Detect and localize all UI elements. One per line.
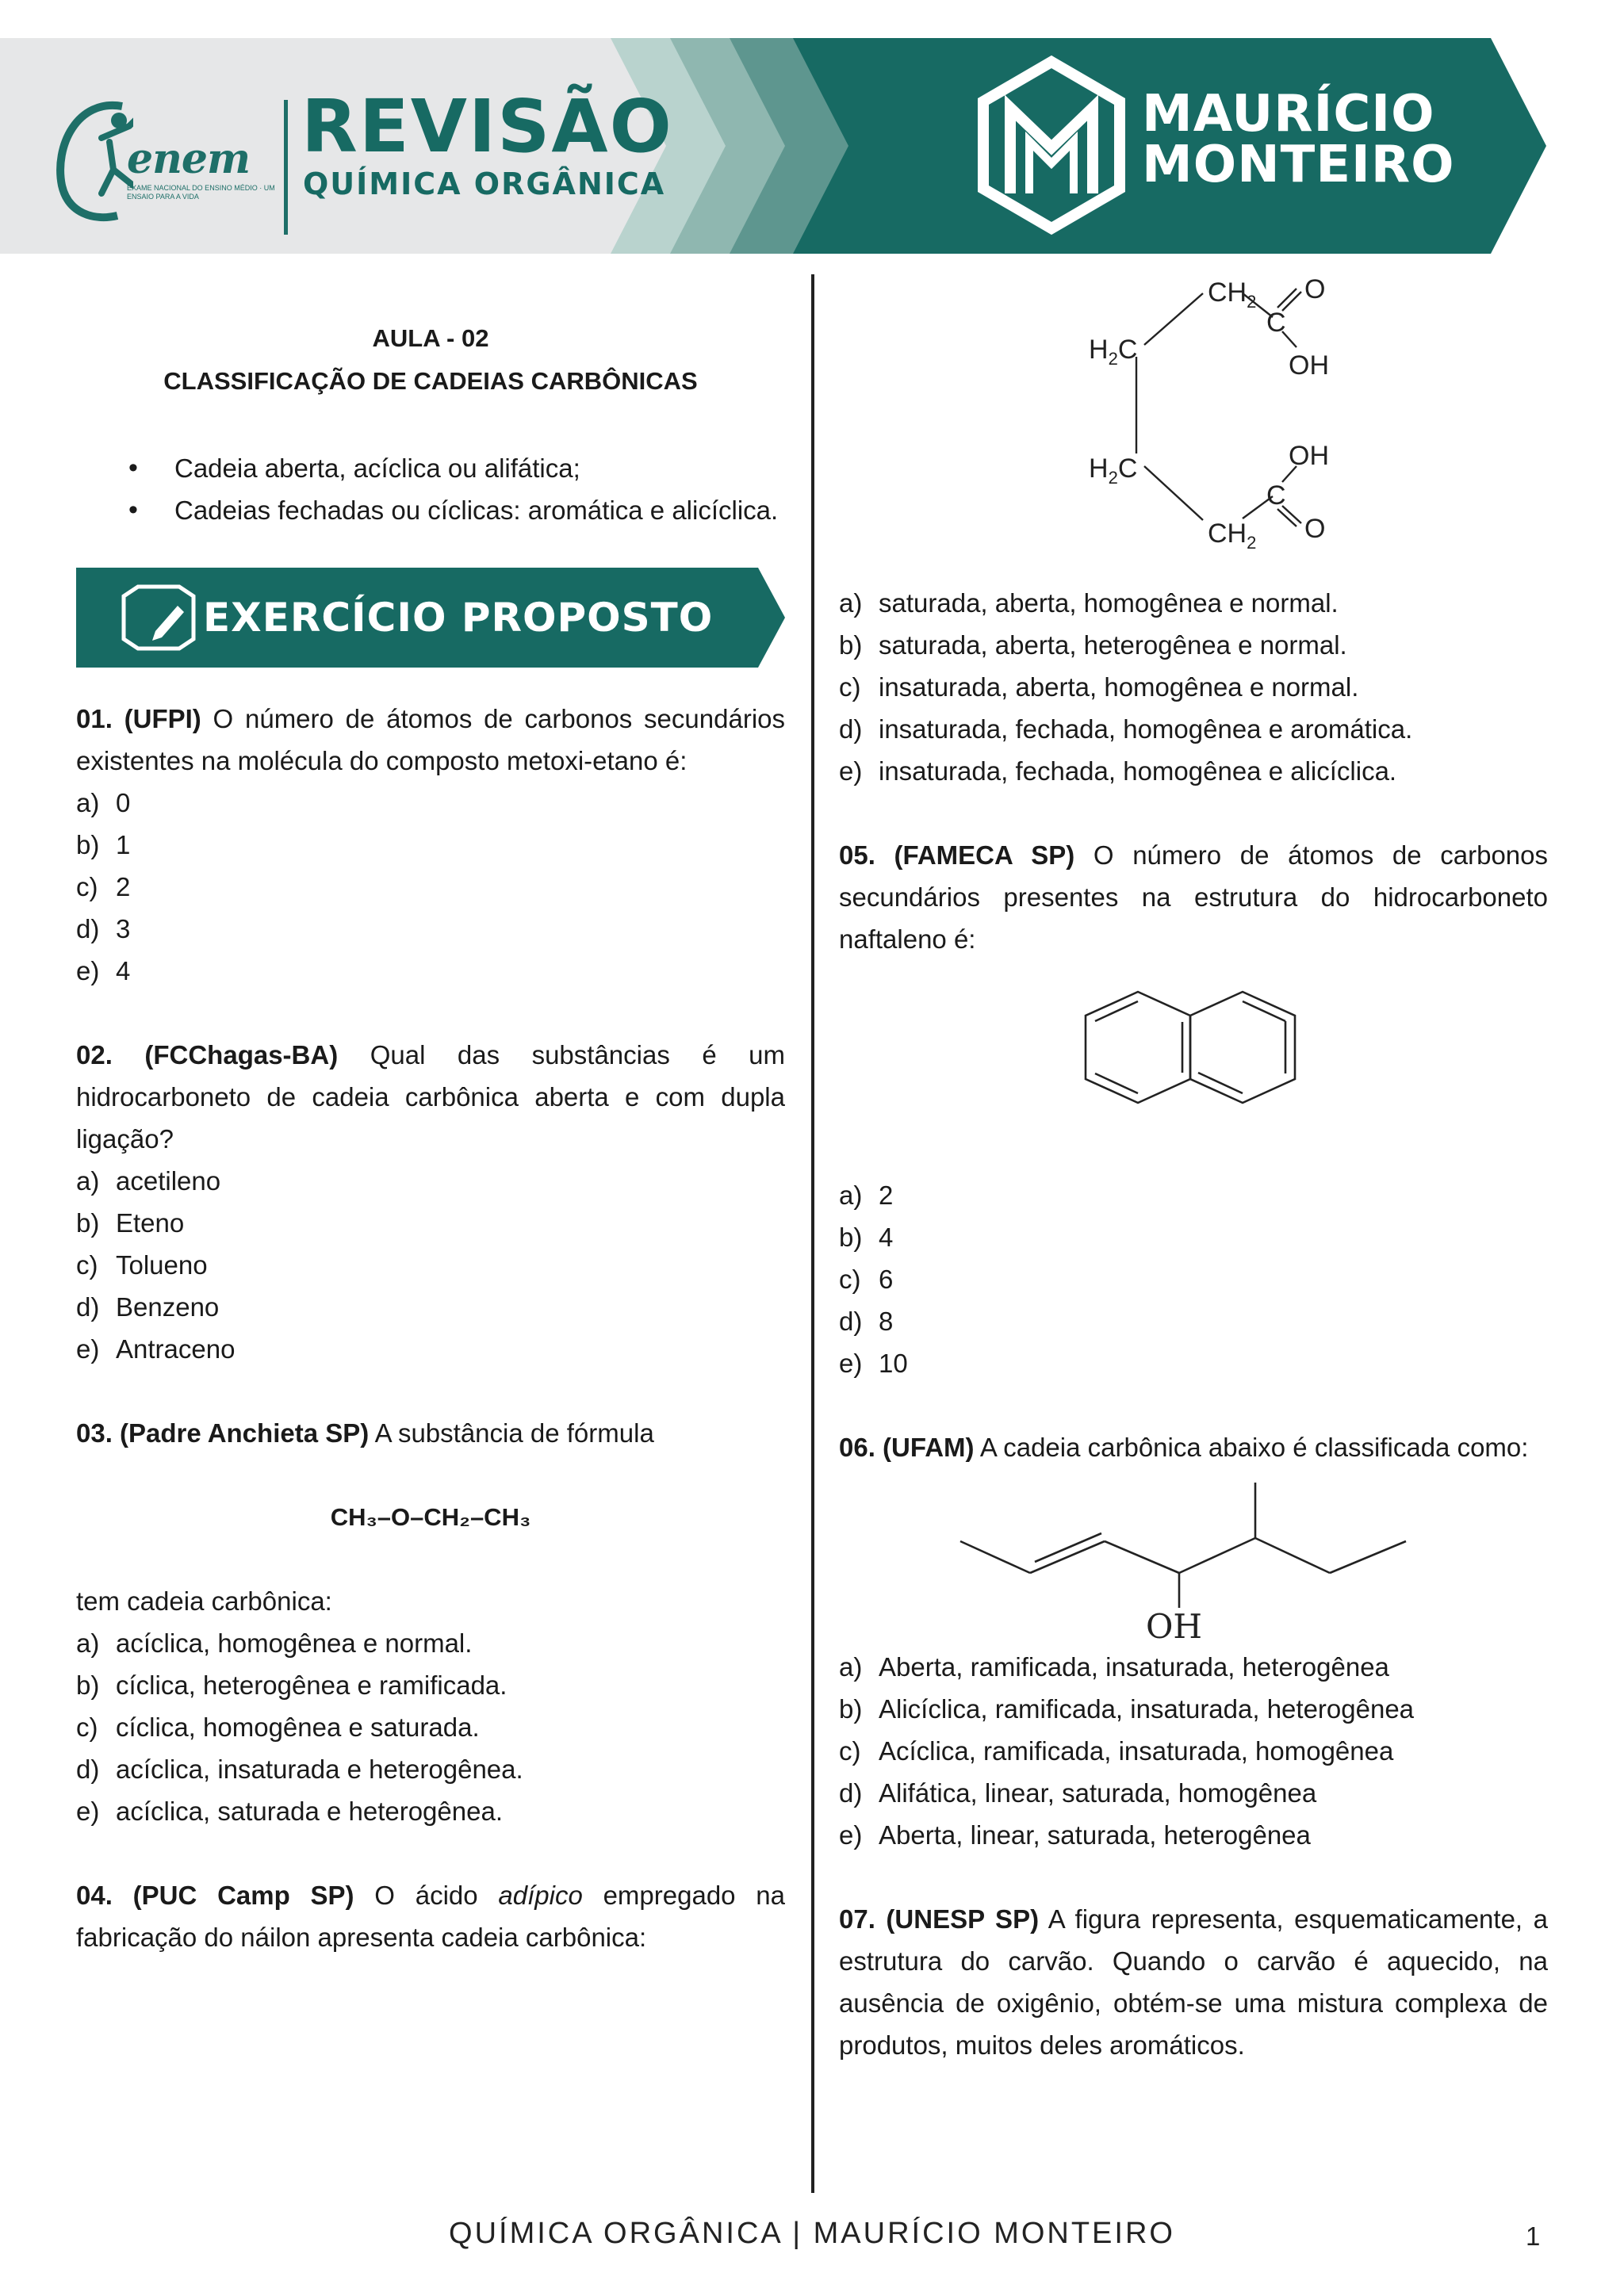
topic-item: • Cadeia aberta, acíclica ou alifática; xyxy=(174,447,785,489)
option-item: e) Antraceno xyxy=(76,1334,236,1364)
option-item: a) acíclica, homogênea e normal. xyxy=(76,1628,473,1658)
hydroxyl-label: OH xyxy=(1146,1607,1203,1646)
right-column xyxy=(839,270,1548,2066)
question-source: (UFPI) xyxy=(124,704,201,733)
option-item: a) Aberta, ramificada, insaturada, heterogênea xyxy=(839,1652,1389,1682)
author-name-line1: MAURÍCIO xyxy=(1142,85,1435,144)
question-source: (FCChagas-BA) xyxy=(144,1040,339,1070)
lesson-number: AULA - 02 xyxy=(372,324,489,352)
left-column xyxy=(76,270,785,1958)
author-name-line2: MONTEIRO xyxy=(1142,136,1455,194)
question-06 xyxy=(839,1426,1548,1468)
enem-tagline: EXAME NACIONAL DO ENSINO MÉDIO · UM ENSAIO PARA A VIDA xyxy=(127,184,275,201)
option-item: d) acíclica, insaturada e heterogênea. xyxy=(76,1755,523,1784)
chem-label: CH xyxy=(1208,277,1247,308)
option-item: b) Alicíclica, ramificada, insaturada, heterogênea xyxy=(839,1694,1415,1724)
question-02-options xyxy=(76,1160,785,1370)
question-text-italic: adípico xyxy=(498,1881,583,1910)
question-03 xyxy=(76,1412,785,1454)
question-text: A cadeia carbônica abaixo é classificada como: xyxy=(974,1433,1529,1462)
chem-label: C xyxy=(1266,480,1286,511)
question-05-options xyxy=(839,1174,1548,1384)
question-source: (FAMECA SP) xyxy=(894,840,1075,870)
question-03-options xyxy=(76,1622,785,1832)
question-06-options xyxy=(839,1646,1548,1856)
option-item: a) acetileno xyxy=(76,1166,221,1196)
question-text: Qual das substâncias é um hidrocarboneto de cadeia carbônica aberta e com dupla ligação? xyxy=(76,1040,786,1154)
option-item: b) Eteno xyxy=(76,1208,185,1238)
question-text: A substância de fórmula xyxy=(369,1418,654,1448)
chem-label: C xyxy=(1266,308,1286,338)
chem-label: OH xyxy=(1289,441,1329,471)
question-source: (PUC Camp SP) xyxy=(132,1881,354,1910)
option-item: b) 4 xyxy=(839,1223,894,1252)
question-number: 01. xyxy=(76,704,113,733)
question-07 xyxy=(839,1898,1548,2066)
option-item: a) 0 xyxy=(76,788,131,817)
question-number: 04. xyxy=(76,1881,113,1910)
option-item: e) 10 xyxy=(839,1349,908,1378)
question-text: O número de átomos de carbonos secundários presentes na estrutura do hidrocarboneto naftaleno é: xyxy=(839,840,1549,954)
page-footer: QUÍMICA ORGÂNICA | MAURÍCIO MONTEIRO xyxy=(449,2217,1175,2250)
option-item: e) acíclica, saturada e heterogênea. xyxy=(76,1797,503,1826)
question-text: O número de átomos de carbonos secundários existentes na molécula do composto metoxi-etano é: xyxy=(76,704,785,775)
mm-hexagon-logo-icon xyxy=(972,52,1131,239)
naphthalene-structure xyxy=(1074,976,1312,1142)
header-subtitle: QUÍMICA ORGÂNICA xyxy=(303,166,666,201)
chem-label: O xyxy=(1304,274,1326,304)
question-01-options xyxy=(76,782,785,992)
option-item: c) 2 xyxy=(76,872,131,901)
question-number: 07. xyxy=(839,1904,875,1934)
question-text: empregado na fabricação do náilon apresenta cadeia carbônica: xyxy=(76,1881,785,1952)
topic-item: • Cadeias fechadas ou cíclicas: aromática e alicíclica. xyxy=(174,489,785,531)
adipic-acid-structure xyxy=(1027,270,1360,563)
column-divider xyxy=(811,274,814,2193)
author-name xyxy=(1142,85,1455,194)
question-02 xyxy=(76,1034,785,1160)
option-item: e) Aberta, linear, saturada, heterogênea xyxy=(839,1820,1311,1850)
option-item: a) saturada, aberta, homogênea e normal. xyxy=(839,588,1339,618)
question-number: 02. xyxy=(76,1040,113,1070)
option-item: e) insaturada, fechada, homogênea e alicíclica. xyxy=(839,756,1397,786)
topic-list xyxy=(76,447,785,531)
question-number: 05. xyxy=(839,840,875,870)
lesson-title: CLASSIFICAÇÃO DE CADEIAS CARBÔNICAS xyxy=(163,367,698,395)
page-number: 1 xyxy=(1526,2221,1541,2251)
question-source: (UFAM) xyxy=(883,1433,975,1462)
exercise-banner-label: EXERCÍCIO PROPOSTO xyxy=(203,595,714,641)
option-item: a) 2 xyxy=(839,1181,894,1210)
option-item: b) cíclica, heterogênea e ramificada. xyxy=(76,1670,508,1700)
option-item: d) 8 xyxy=(839,1307,894,1336)
question-number: 03. xyxy=(76,1418,113,1448)
option-item: c) Acíclica, ramificada, insaturada, homogênea xyxy=(839,1736,1394,1766)
option-item: d) 3 xyxy=(76,914,131,943)
option-item: c) 6 xyxy=(839,1265,894,1294)
question-source: (Padre Anchieta SP) xyxy=(120,1418,370,1448)
chemical-formula: CH₃–O–CH₂–CH₃ xyxy=(330,1503,531,1531)
svg-text:CH2: $CH_2$ xyxy=(1208,519,1257,553)
header-title: REVISÃO xyxy=(301,84,673,169)
option-item: e) 4 xyxy=(76,956,131,985)
question-text: A figura representa, esquematicamente, a estrutura do carvão. Quando o carvão é aquecido, na ausência de oxigênio, obtém-se uma mistura complexa de produtos, muitos deles aromáticos. xyxy=(839,1904,1548,2060)
enem-wordmark: enem xyxy=(127,135,250,183)
question-04 xyxy=(76,1874,785,1958)
option-item: c) cíclica, homogênea e saturada. xyxy=(76,1712,480,1742)
question-text-before: O ácido xyxy=(354,1881,499,1910)
option-item: d) Benzeno xyxy=(76,1292,220,1322)
chem-label: OH xyxy=(1289,350,1329,381)
question-text-after: tem cadeia carbônica: xyxy=(76,1586,332,1616)
svg-text:H2C: $H_2C$ xyxy=(1089,335,1138,369)
svg-text:CH2: $CH_2$ xyxy=(1208,277,1257,312)
page-header xyxy=(0,38,1624,254)
question-source: (UNESP SP) xyxy=(886,1904,1040,1934)
question-number: 06. xyxy=(839,1433,875,1462)
question-04-options xyxy=(839,582,1548,792)
option-item: c) insaturada, aberta, homogênea e normal. xyxy=(839,672,1359,702)
header-divider xyxy=(284,100,288,235)
skeletal-structure xyxy=(948,1471,1439,1646)
option-item: b) saturada, aberta, heterogênea e normal. xyxy=(839,630,1347,660)
chem-label: O xyxy=(1304,514,1326,544)
option-item: c) Tolueno xyxy=(76,1250,208,1280)
question-05 xyxy=(839,834,1548,960)
question-01 xyxy=(76,698,785,782)
option-item: d) Alifática, linear, saturada, homogênea xyxy=(839,1778,1317,1808)
enem-swoosh-icon xyxy=(54,82,133,225)
svg-text:H2C: $H_2C$ xyxy=(1089,453,1138,488)
option-item: b) 1 xyxy=(76,830,131,859)
option-item: d) insaturada, fechada, homogênea e aromática. xyxy=(839,714,1413,744)
exercise-banner xyxy=(76,568,785,668)
